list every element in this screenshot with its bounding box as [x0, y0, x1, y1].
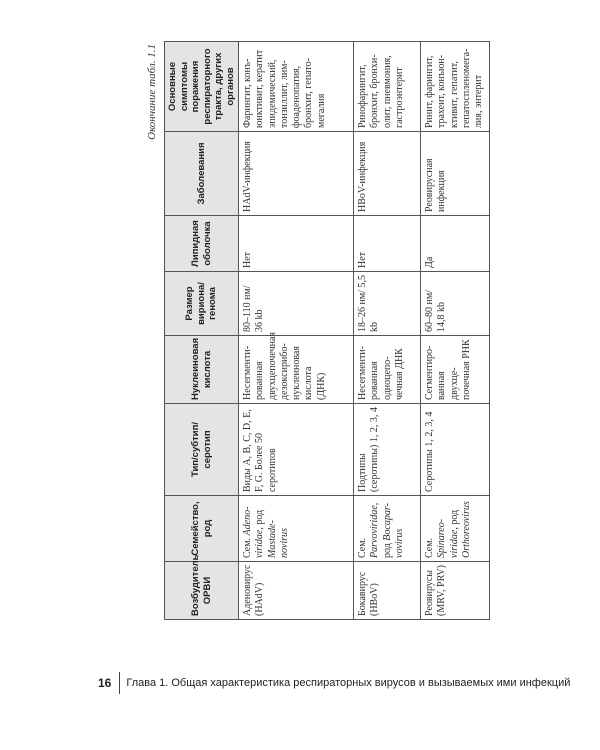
table-header-row [165, 42, 239, 620]
cell-nucleic-acid: Несегментированная одноцепочечная ДНК [354, 336, 421, 404]
cell-disease: HAdV-инфекция [239, 132, 354, 216]
cell-envelope: Нет [239, 216, 354, 272]
table-row [421, 42, 490, 620]
cell-agent: Аденовирус (HAdV) [239, 562, 354, 620]
cell-size: 80–110 нм/ 36 kb [239, 272, 354, 336]
header-symptoms: Основные симптомы поражения респираторного тракта, других органов [165, 42, 239, 132]
chapter-title: Глава 1. Общая характеристика респираторных вирусов и вызываемых ими инфекций [126, 677, 571, 689]
cell-nucleic-acid: Несегментированная двухцепочечная дезоксирибонуклеиновая кислота (ДНК) [239, 336, 354, 404]
header-disease: Заболевания [165, 132, 239, 216]
footer-divider [119, 672, 120, 694]
cell-size: 18–26 нм/ 5,5 kb [354, 272, 421, 336]
page-footer [98, 672, 570, 694]
family-mid: , род [448, 509, 460, 530]
header-nucleic-acid: Нуклеиновая кислота [165, 336, 239, 404]
cell-family [421, 496, 490, 562]
cell-agent: Реовирусы (MRV, PRV) [421, 562, 490, 620]
cell-agent: Бокавирус (HBoV) [354, 562, 421, 620]
header-envelope: Липидная оболочка [165, 216, 239, 272]
cell-symptoms: Фарингит, конъюнктивит, кератит эпидемический, тонзиллит, лимфоаденопатия, бронхит, гепатомегалия [239, 42, 354, 132]
genus-name: Mastadenovirus [266, 520, 290, 558]
table-caption: Окончание табл. 1.1 [146, 44, 158, 140]
family-name: Adenoviridae [242, 506, 266, 558]
rotated-table-region [146, 42, 485, 620]
family-mid: , род [254, 509, 266, 530]
cell-envelope: Нет [354, 216, 421, 272]
table-row [239, 42, 354, 620]
cell-type: Виды A, B, C, D, E, F, G. Более 50 серотипов [239, 404, 354, 496]
family-prefix: Сем. [242, 535, 253, 558]
family-name: Parvoviridae [369, 505, 381, 558]
family-name: Spinareoviridae [436, 518, 460, 558]
family-prefix: Сем. [424, 537, 435, 558]
family-mid: , род [369, 502, 393, 558]
header-agent: Возбудитель ОРВИ [165, 562, 239, 620]
cell-envelope: Да [421, 216, 490, 272]
page-number: 16 [98, 676, 112, 690]
cell-disease: HBoV-инфекция [354, 132, 421, 216]
cell-nucleic-acid: Сегментированная двухцепочечная РНК [421, 336, 490, 404]
cell-type: Серотипы 1, 2, 3, 4 [421, 404, 490, 496]
table-row [354, 42, 421, 620]
cell-type: Подтипы (серотипы) 1, 2, 3, 4 [354, 404, 421, 496]
cell-size: 60–80 нм/ 14,8 kb [421, 272, 490, 336]
cell-family [354, 496, 421, 562]
virus-table [164, 41, 490, 620]
header-family: Семейство, род [165, 496, 239, 562]
family-prefix: Сем. [357, 537, 368, 558]
genus-name: Orthoreovirus [460, 501, 472, 558]
header-size: Размер вириона/ генома [165, 272, 239, 336]
cell-family [239, 496, 354, 562]
cell-disease: Реовирусная инфекция [421, 132, 490, 216]
header-type: Тип/субтип/ серотип [165, 404, 239, 496]
cell-symptoms: Ринит, фарингит, трахеит, конъюнктивит, гепатит, гепатоспленомегалия, энтерит [421, 42, 490, 132]
genus-name: Bocaparvovirus [381, 502, 405, 558]
cell-symptoms: Ринофарингит, бронхит, бронхиолит, пневмония, гастроэнтерит [354, 42, 421, 132]
